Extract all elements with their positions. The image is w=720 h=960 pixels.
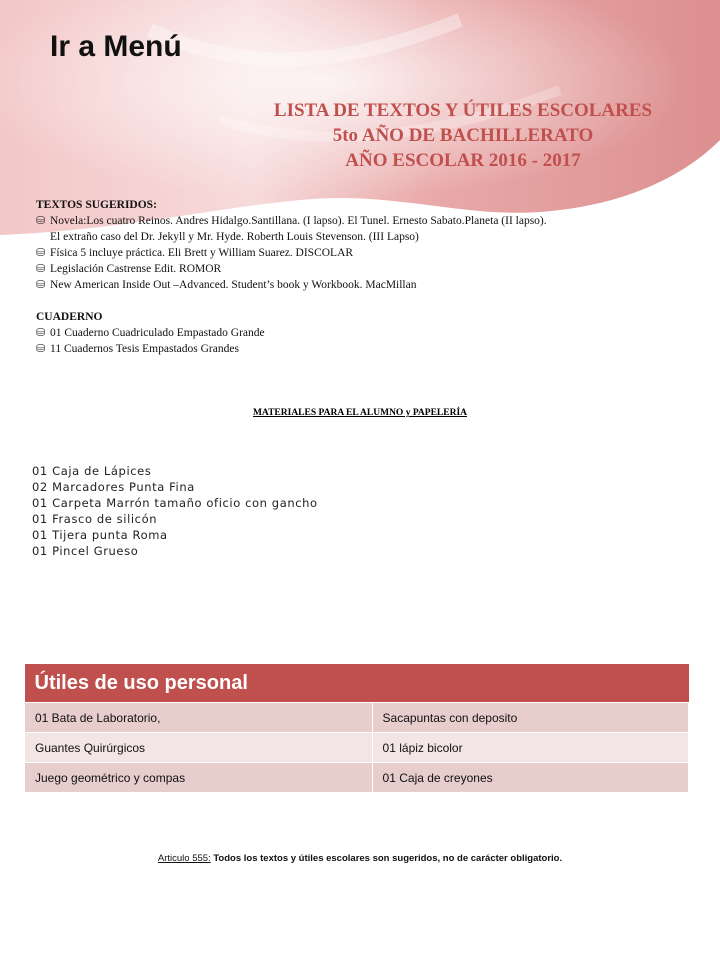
book-bullet-icon: ⛁ (36, 279, 46, 291)
title-line-1: LISTA DE TEXTOS Y ÚTILES ESCOLARES (273, 100, 653, 121)
materials-heading: MATERIALES PARA EL ALUMNO y PAPELERÍA (252, 408, 468, 418)
list-item: ⛁ New American Inside Out –Advanced. Student’s book y Workbook. MacMillan (36, 279, 417, 291)
book-bullet-icon: ⛁ (36, 327, 46, 339)
list-item: El extraño caso del Dr. Jekyll y Mr. Hyde. Roberth Louis Stevenson. (III Lapso) (50, 231, 419, 243)
table-row (25, 733, 689, 763)
table-row (25, 703, 689, 733)
list-item: 01 Caja de Lápices (32, 464, 152, 478)
suggested-texts-heading: TEXTOS SUGERIDOS: (36, 199, 157, 211)
table-cell: Sacapuntas con deposito (372, 703, 688, 733)
book-bullet-icon: ⛁ (36, 343, 46, 355)
article-label: Articulo 555: (157, 853, 211, 864)
table-cell: Guantes Quirúrgicos (25, 733, 373, 763)
title-line-3: AÑO ESCOLAR 2016 - 2017 (345, 150, 581, 171)
list-item: ⛁ Novela:Los cuatro Reinos. Andres Hidalgo.Santillana. (I lapso). El Tunel. Ernesto Sabato.Planeta (II lapso). (36, 215, 547, 227)
list-item: 01 Frasco de silicón (32, 512, 158, 526)
title-line-2: 5to AÑO DE BACHILLERATO (332, 125, 594, 146)
footer-note (0, 853, 720, 864)
book-bullet-icon: ⛁ (36, 263, 46, 275)
materials-list (32, 463, 318, 559)
table-row (25, 763, 689, 793)
list-item: ⛁ 11 Cuadernos Tesis Empastados Grandes (36, 343, 239, 355)
list-item: 01 Tijera punta Roma (32, 528, 168, 542)
personal-supplies-table (24, 664, 689, 793)
table-cell: 01 Bata de Laboratorio, (25, 703, 373, 733)
document-title (230, 98, 696, 173)
list-item: 01 Carpeta Marrón tamaño oficio con gancho (32, 496, 318, 510)
notebook-heading: CUADERNO (36, 311, 103, 323)
notebook-section (36, 309, 686, 357)
list-item: 01 Pincel Grueso (32, 544, 139, 558)
table-cell: Juego geométrico y compas (25, 763, 373, 793)
personal-supplies-heading: Útiles de uso personal (25, 664, 689, 703)
list-item: 02 Marcadores Punta Fina (32, 480, 195, 494)
list-item: ⛁ 01 Cuaderno Cuadriculado Empastado Grande (36, 327, 265, 339)
list-item: ⛁ Legislación Castrense Edit. ROMOR (36, 263, 222, 275)
footer-text: Todos los textos y útiles escolares son sugeridos, no de carácter obligatorio. (210, 853, 563, 864)
book-bullet-icon: ⛁ (36, 215, 46, 227)
go-to-menu-link[interactable]: Ir a Menú (50, 30, 182, 63)
suggested-texts-section (36, 197, 686, 293)
list-item: ⛁ Física 5 incluye práctica. Eli Brett y William Suarez. DISCOLAR (36, 247, 354, 259)
table-cell: 01 lápiz bicolor (372, 733, 688, 763)
table-cell: 01 Caja de creyones (372, 763, 688, 793)
book-bullet-icon: ⛁ (36, 247, 46, 259)
